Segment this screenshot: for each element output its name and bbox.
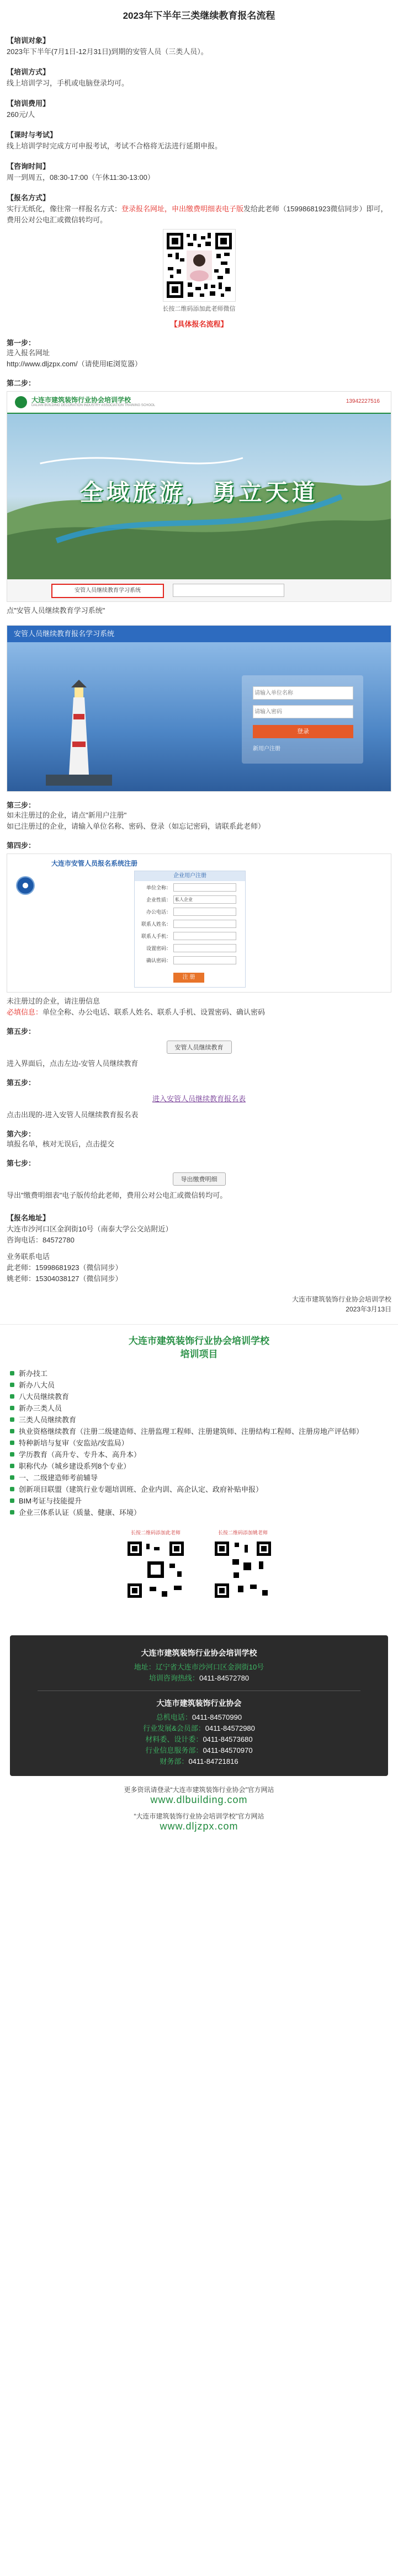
dark-hotline-val: 0411-84572780 xyxy=(199,1674,250,1682)
page-title: 2023年下半年三类继续教育报名流程 xyxy=(123,10,275,21)
step-3-label: 第三步： xyxy=(7,801,36,809)
step-4-text-a: 未注册过的企业，请注册信息 xyxy=(7,997,100,1005)
program-item: 执业资格继续教育（注册二级建造师、注册监理工程师、注册建筑师、注册结构工程师、注册房地产评估师） xyxy=(10,1426,398,1437)
register-field-input[interactable] xyxy=(173,932,236,940)
dark-contact-row xyxy=(15,1756,383,1767)
section-hours xyxy=(7,156,391,183)
sign-date: 2023年3月13日 xyxy=(346,1305,391,1313)
program-item: BIM考证与技能提升 xyxy=(10,1495,398,1507)
signup-text-a: 实行无纸化，像往常一样报名方式： xyxy=(7,205,122,213)
step-3-text-b: 如已注册过的企业，请输入单位名称、密码、登录（如忘记密码，请联系此老师） xyxy=(7,822,266,830)
wx-1: 此老师：15998681923（微信同步） xyxy=(7,1263,123,1272)
step-6-label-text: 第五步： xyxy=(7,1079,36,1087)
qr-code-right-icon xyxy=(213,1539,273,1600)
program-item: 新办技工 xyxy=(10,1368,398,1379)
login-system-screenshot xyxy=(7,625,391,792)
register-field-label: 联系人手机： xyxy=(141,934,171,939)
login-company-input[interactable] xyxy=(253,686,353,700)
section-target xyxy=(7,30,391,57)
wx-2: 姚老师：15304038127（微信同步） xyxy=(7,1274,123,1283)
register-field-row xyxy=(135,942,245,954)
system-title: 安管人员继续教育报名学习系统 xyxy=(7,626,391,642)
step-5-text: 进入界面后，点击左边-安管人员继续教育 xyxy=(7,1059,139,1068)
register-field-label: 设置密码： xyxy=(146,946,171,951)
signup-text-b: 发给此老师（15998681923微信同步）即可，费用公对公电汇或微信转均可。 xyxy=(7,205,388,224)
register-field-row xyxy=(135,881,245,893)
register-field-input[interactable] xyxy=(173,883,236,892)
dark-rows xyxy=(15,1712,383,1767)
register-submit-button[interactable]: 注 册 xyxy=(173,973,204,983)
step-8 xyxy=(7,1158,391,1201)
program-item: 新办三类人员 xyxy=(10,1402,398,1414)
login-password-input[interactable] xyxy=(253,705,353,718)
target-label: 【培训对象】 xyxy=(7,36,50,45)
register-field-label: 确认密码： xyxy=(146,958,171,963)
sign-org: 大连市建筑装饰行业协会培训学校 xyxy=(291,1295,391,1303)
fee-label: 【培训费用】 xyxy=(7,99,50,108)
register-logo-icon xyxy=(16,876,35,895)
site-phone: 13942227516 xyxy=(346,398,380,404)
target-text: 2023年下半年(7月1日-12月31日)到期的安管人员（三类人员）。 xyxy=(7,47,208,56)
footer xyxy=(0,1785,398,1832)
required-text: 单位全称、办公电话、联系人姓名、联系人手机、设置密码、确认密码 xyxy=(43,1008,266,1016)
promo-title-1: 大连市建筑装饰行业协会培训学校 xyxy=(129,1336,269,1346)
section-schedule xyxy=(7,125,391,152)
hours-label: 【咨询时间】 xyxy=(7,162,50,170)
signature xyxy=(7,1294,391,1314)
method-label: 【培训方式】 xyxy=(7,68,50,76)
qr-code-contact[interactable] xyxy=(163,229,236,302)
register-panel xyxy=(134,871,246,988)
register-field-row xyxy=(135,930,245,942)
step-7-label: 第六步： xyxy=(7,1130,36,1138)
dark-contact-value: 0411-84570970 xyxy=(203,1746,253,1754)
fee-text: 260元/人 xyxy=(7,110,35,119)
promo-title-2: 培训项目 xyxy=(180,1349,218,1359)
register-field-input[interactable] xyxy=(173,956,236,964)
dark-school: 大连市建筑装饰行业协会培训学校 xyxy=(141,1649,257,1657)
section-fee xyxy=(7,93,391,120)
step-4 xyxy=(7,840,391,850)
promo-title xyxy=(0,1335,398,1361)
dark-addr-val: 辽宁省大连市沙河口区金润街10号 xyxy=(155,1663,264,1671)
register-field-row xyxy=(135,893,245,905)
dark-contact-value: 0411-84721816 xyxy=(188,1757,238,1766)
qr-code-left-icon xyxy=(125,1539,186,1600)
step-2-text: 点"安管人员继续教育学习系统" xyxy=(7,606,105,615)
footer-line-1: 更多资讯请登录“大连市建筑装饰行业协会”官方网站 xyxy=(124,1786,274,1794)
dark-contact-key: 行业发展&会员部： xyxy=(143,1724,205,1732)
program-item: 职称代办（城乡建设系列8个专业） xyxy=(10,1460,398,1472)
website-homepage-screenshot xyxy=(7,391,391,602)
promo-qr-area xyxy=(0,1529,398,1629)
banner-slogan: 全域旅游，勇立天道 xyxy=(79,479,319,506)
required-label: 必填信息： xyxy=(7,1008,43,1016)
qr-code-image xyxy=(163,230,235,301)
dark-contact-row xyxy=(15,1723,383,1734)
register-field-input[interactable] xyxy=(173,908,236,916)
step-4-label: 第四步： xyxy=(7,841,36,850)
register-field-label: 联系人姓名： xyxy=(141,921,171,927)
register-panel-title: 企业用户注册 xyxy=(135,871,245,881)
step-4-required xyxy=(7,1007,391,1018)
dark-contact-value: 0411-84572980 xyxy=(205,1724,255,1732)
export-fee-button[interactable]: 导出缴费明细 xyxy=(173,1172,226,1186)
footer-site-2[interactable]: www.dljzpx.com xyxy=(160,1821,238,1832)
login-button[interactable]: 登录 xyxy=(253,725,353,738)
dark-contact-key: 总机电话： xyxy=(156,1713,192,1721)
footer-site-1[interactable]: www.dlbuilding.com xyxy=(150,1794,248,1805)
step-5 xyxy=(7,1026,391,1069)
step-8-text: 导出"缴费明细表"电子版传给此老师，费用公对公电汇或微信转均可。 xyxy=(7,1191,227,1199)
step-1-url[interactable]: http://www.dljzpx.com/（请使用IE浏览器） xyxy=(7,360,142,368)
register-field-input[interactable] xyxy=(173,920,236,928)
register-screenshot xyxy=(7,854,391,993)
lighthouse-icon xyxy=(46,675,112,786)
dark-contact-row xyxy=(15,1712,383,1723)
login-panel xyxy=(242,675,363,764)
program-item: 企业三体系认证（质量、健康、环境） xyxy=(10,1507,398,1518)
dark-contact-key: 财务部： xyxy=(160,1757,189,1766)
section-signup xyxy=(7,188,391,226)
program-item: 创新项目联盟（建筑行业专题培训班、企业内训、高企认定、政府补贴申报） xyxy=(10,1484,398,1495)
schedule-label: 【课时与考试】 xyxy=(7,131,57,139)
signup-text xyxy=(7,204,391,226)
dark-contact-key: 行业信息服务部： xyxy=(145,1746,203,1754)
section-method xyxy=(7,62,391,89)
signup-text-red: 登录报名网址，申出缴费明细表电子版 xyxy=(121,205,244,213)
register-title: 大连市安管人员报名系统注册 xyxy=(51,860,138,867)
signup-label: 【报名方式】 xyxy=(7,194,50,202)
step-2 xyxy=(7,377,391,388)
program-item: 三类人员继续教育 xyxy=(10,1414,398,1426)
site-portal-bar xyxy=(7,579,391,601)
dark-hotline-key: 培训咨询热线： xyxy=(148,1674,199,1682)
register-field-label: 办公电话： xyxy=(146,909,171,915)
divider xyxy=(0,1324,398,1325)
register-field-label: 单位全称： xyxy=(146,885,171,890)
flow-heading: 【具体报名流程】 xyxy=(170,320,228,328)
step-5-label: 第五步： xyxy=(7,1027,36,1036)
contact-block xyxy=(7,1208,391,1284)
program-item: 特种新培与复审（安监站/安监局） xyxy=(10,1437,398,1449)
schedule-text: 线上培训学时完成方可申报考试，考试不合格将无法进行延期申报。 xyxy=(7,142,222,150)
flow-heading-wrap xyxy=(0,318,398,329)
promo-qr-left-caption: 长按二维码添加此老师 xyxy=(130,1530,181,1535)
dark-contact-row xyxy=(15,1745,383,1756)
register-fields xyxy=(135,881,245,966)
step-6-text: 点击出现的-进入安管人员继续教育报名表 xyxy=(7,1111,139,1119)
step-1-label: 第一步： xyxy=(7,339,36,347)
portal-button-2[interactable] xyxy=(173,584,284,597)
step-7-text: 填报名单，核对无误后，点击提交 xyxy=(7,1140,115,1148)
login-background xyxy=(7,642,391,791)
addr-label: 【报名地址】 xyxy=(7,1214,50,1222)
dark-contact-value: 0411-84573680 xyxy=(203,1735,253,1743)
program-item: 新办八大员 xyxy=(10,1379,398,1391)
step-3-text-a: 如未注册过的企业，请点"新用户注册" xyxy=(7,811,127,819)
register-field-input[interactable] xyxy=(173,944,236,952)
dark-contact-value: 0411-84570990 xyxy=(192,1713,242,1721)
register-field-input[interactable]: 私人企业 xyxy=(173,895,236,904)
contact-dark-box xyxy=(10,1635,388,1776)
promo-qr-left[interactable] xyxy=(123,1529,189,1603)
step-1-text: 进入报名网址 xyxy=(7,349,50,357)
addr-text: 大连市沙河口区金润街10号（南泰大学公交站附近） xyxy=(7,1225,173,1233)
footer-line-2: “大连市建筑装饰行业协会培训学校”官方网站 xyxy=(134,1812,264,1820)
site-banner xyxy=(7,414,391,579)
step-3 xyxy=(7,799,391,832)
site-name: 大连市建筑装饰行业协会培训学校 xyxy=(31,396,131,404)
promo-qr-right-caption: 长按二维码添加姚老师 xyxy=(217,1530,268,1535)
register-field-label: 企业性质： xyxy=(146,897,171,903)
register-link[interactable]: 新用户注册 xyxy=(253,746,280,752)
hours-text: 周一到周五，08:30-17:00（午休11:30-13:00） xyxy=(7,173,155,182)
menu-anguan-button[interactable]: 安管人员继续教育 xyxy=(167,1041,232,1054)
qr-caption: 长按二维码添加此老师微信 xyxy=(162,306,236,312)
dark-contact-row xyxy=(15,1734,383,1745)
step-1 xyxy=(7,337,391,370)
dark-addr-key: 地址： xyxy=(134,1663,156,1671)
program-item: 八大员继续教育 xyxy=(10,1391,398,1402)
step-8-label: 第七步： xyxy=(7,1159,36,1167)
step-6 xyxy=(7,1077,391,1121)
site-logo-icon xyxy=(15,396,27,408)
dark-hotline xyxy=(15,1673,383,1684)
site-header xyxy=(7,392,391,414)
register-field-row xyxy=(135,918,245,930)
wx-label: 业务联系电话 xyxy=(7,1252,50,1261)
dark-addr xyxy=(15,1662,383,1673)
program-list xyxy=(10,1368,398,1518)
phone-text: 咨询电话：84572780 xyxy=(7,1236,75,1244)
register-field-row xyxy=(135,905,245,918)
dark-divider xyxy=(38,1690,360,1691)
program-item: 一、二级建造师考前辅导 xyxy=(10,1472,398,1484)
dark-assoc: 大连市建筑装饰行业协会 xyxy=(156,1699,242,1708)
method-text: 线上培训学习，手机或电脑登录均可。 xyxy=(7,79,129,87)
register-field-row xyxy=(135,954,245,966)
promo-qr-right[interactable] xyxy=(210,1529,276,1603)
portal-button[interactable]: 安管人员继续教育学习系统 xyxy=(51,584,164,598)
dark-contact-key: 材料委、设计委： xyxy=(145,1735,203,1743)
enter-form-link[interactable]: 进入安管人员继续教育报名表 xyxy=(152,1095,246,1103)
site-sub: DALIAN BUILDING DECORATION INDUSTRY ASSOCIATION TRAINING SCHOOL xyxy=(31,404,156,407)
step-2-label: 第二步： xyxy=(7,379,36,387)
program-item: 学历教育（高升专、专升本、高升本） xyxy=(10,1449,398,1460)
step-7 xyxy=(7,1128,391,1150)
